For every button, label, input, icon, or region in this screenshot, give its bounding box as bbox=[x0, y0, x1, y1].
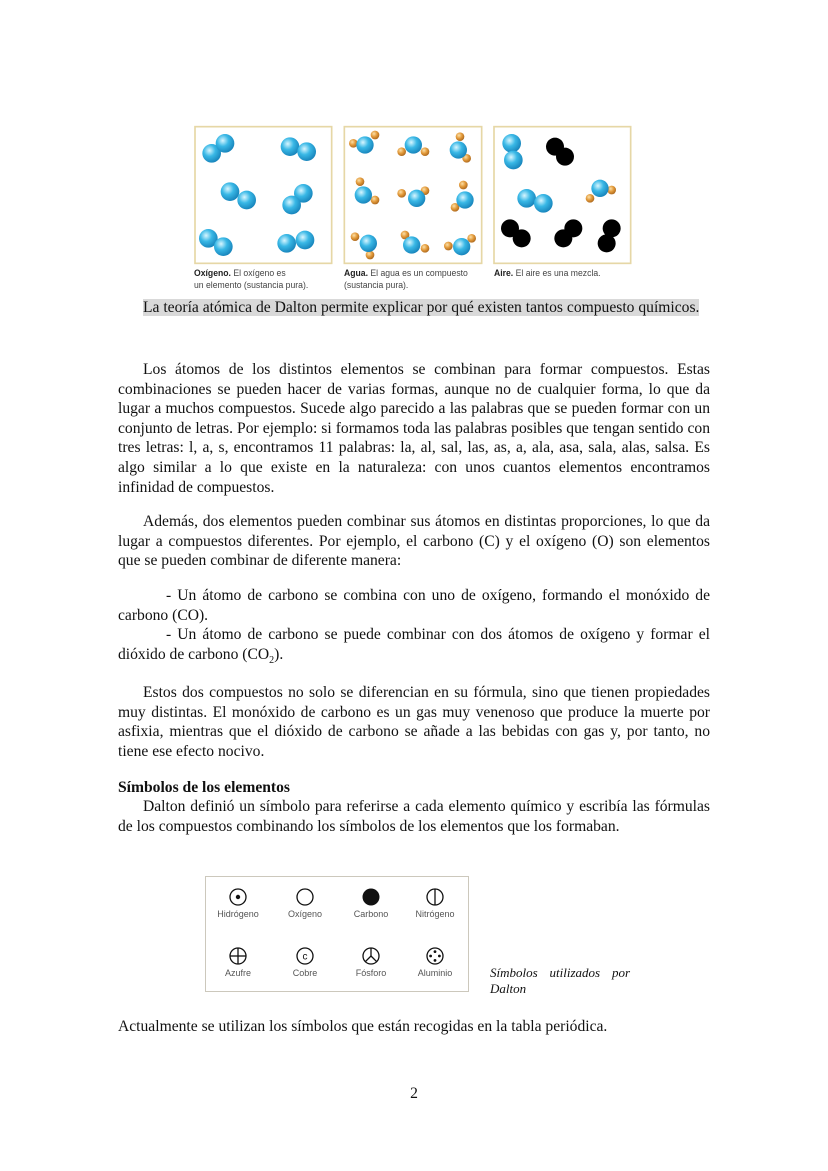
circle-filled-icon bbox=[362, 888, 380, 906]
caption-title: Oxígeno. bbox=[194, 268, 231, 279]
caption-text: (sustancia pura). bbox=[344, 280, 409, 291]
caption-oxygen bbox=[194, 268, 308, 292]
hydrogen-atom bbox=[467, 234, 476, 243]
caption-line: Símbolos utilizados por bbox=[490, 965, 630, 980]
oxygen-atom bbox=[504, 151, 523, 170]
symbol-hidrogeno bbox=[203, 888, 273, 919]
caption-title: Aire. bbox=[494, 268, 514, 279]
symbol-fosforo bbox=[336, 947, 406, 978]
hydrogen-atom bbox=[586, 194, 595, 203]
symbol-label: Fósforo bbox=[355, 968, 387, 978]
symbol-nitrogeno bbox=[400, 888, 470, 919]
list-item-co2 bbox=[118, 625, 710, 664]
oxygen-atom bbox=[453, 238, 470, 255]
carbon-atom bbox=[554, 229, 572, 247]
oxygen-atom bbox=[237, 191, 256, 210]
paragraph-dalton-symbols: Dalton definió un símbolo para referirse a cada elemento químico y escribía las fórmulas de los compuestos combinando los símbolos de los elementos que los formaban. bbox=[118, 798, 710, 835]
hydrogen-atom bbox=[459, 181, 468, 190]
hydrogen-atom bbox=[351, 232, 360, 241]
hydrogen-atom bbox=[397, 189, 406, 198]
carbon-atom bbox=[598, 234, 616, 252]
hydrogen-atom bbox=[456, 132, 465, 141]
hydrogen-atom bbox=[444, 242, 453, 251]
section-heading: Símbolos de los elementos bbox=[118, 779, 290, 796]
highlighted-text: La teoría atómica de Dalton permite explicar por qué existen tantos compuesto químicos. bbox=[143, 299, 700, 316]
oxygen-atom bbox=[355, 186, 372, 203]
oxygen-atom bbox=[282, 196, 301, 215]
circle-dot-icon bbox=[229, 888, 247, 906]
symbol-label: Aluminio bbox=[417, 968, 453, 978]
symbol-label: Nitrógeno bbox=[415, 909, 455, 919]
symbol-label: Azufre bbox=[224, 968, 251, 978]
hydrogen-atom bbox=[607, 186, 616, 195]
caption-text: El agua es un compuesto bbox=[370, 268, 468, 279]
highlighted-paragraph bbox=[118, 298, 710, 318]
list-item-co: - Un átomo de carbono se combina con uno de oxígeno, formando el monóxido de carbono (CO). bbox=[118, 587, 710, 624]
symbols-caption bbox=[490, 965, 630, 997]
oxygen-atom bbox=[296, 231, 315, 250]
paragraph-combinations: Los átomos de los distintos elementos se combinan para formar compuestos. Estas combinaciones se pueden hacer de varias formas, aunque no de cualquier forma, lo que da lugar a muchos compuestos. Sucede algo parecido a las palabras que se pueden formar con un conjunto de letras. Por ejemplo: si formamos toda las palabras posibles que tengan sentido con tres letras: l, a, s, encontramos 11 palabras: la, al, sal, las, as, a, ala, asa, sala, alas, salsa. Es algo similar a lo que existe en la naturaleza: con unos cuantos elementos encontramos infinidad de compuestos. bbox=[118, 361, 710, 496]
oxygen-atom bbox=[405, 136, 422, 153]
oxygen-atom bbox=[517, 189, 536, 208]
oxygen-atom bbox=[360, 235, 377, 252]
circle-vertical-line-icon bbox=[426, 888, 444, 906]
oxygen-atom bbox=[277, 234, 296, 253]
hydrogen-atom bbox=[421, 244, 430, 253]
oxygen-atom bbox=[502, 134, 521, 153]
caption-text: El oxígeno es bbox=[233, 268, 286, 279]
hydrogen-atom bbox=[366, 251, 375, 260]
symbol-aluminio bbox=[400, 947, 470, 978]
caption-air bbox=[494, 268, 601, 280]
oxygen-atom bbox=[221, 182, 240, 201]
list-text: - Un átomo de carbono se puede combinar con dos átomos de oxígeno y formar el dióxido de carbono (CO bbox=[118, 626, 710, 663]
caption-line: Dalton bbox=[490, 981, 527, 996]
hydrogen-atom bbox=[349, 139, 358, 148]
oxygen-atom bbox=[534, 194, 553, 213]
list-text: ). bbox=[274, 645, 284, 663]
symbol-oxigeno bbox=[270, 888, 340, 919]
paragraph-periodic-table: Actualmente se utilizan los símbolos que están recogidas en la tabla periódica. bbox=[118, 1018, 608, 1035]
page-number: 2 bbox=[410, 1085, 418, 1102]
oxygen-atom bbox=[297, 142, 316, 161]
caption-text: El aire es una mezcla. bbox=[515, 268, 601, 279]
circle-c-icon bbox=[296, 947, 314, 965]
oxygen-atom bbox=[591, 180, 608, 197]
circle-cross-icon bbox=[229, 947, 247, 965]
caption-title: Agua. bbox=[344, 268, 368, 279]
svg-text:c: c bbox=[302, 951, 308, 963]
oxygen-atom bbox=[450, 141, 467, 158]
oxygen-atom bbox=[281, 137, 300, 156]
oxygen-atom bbox=[356, 136, 373, 153]
oxygen-atom bbox=[456, 191, 473, 208]
hydrogen-atom bbox=[397, 147, 406, 156]
symbol-label: Hidrógeno bbox=[217, 909, 259, 919]
caption-text: un elemento (sustancia pura). bbox=[194, 280, 309, 291]
circle-peace-icon bbox=[362, 947, 380, 965]
symbol-azufre bbox=[203, 947, 273, 978]
carbon-atom bbox=[513, 229, 531, 247]
paragraph-proportions: Además, dos elementos pueden combinar sus átomos en distintas proporciones, lo que da lugar a compuestos diferentes. Por ejemplo, el carbono (C) y el oxígeno (O) son elementos que se pueden combinar de diferente manera: bbox=[118, 513, 710, 570]
oxygen-atom bbox=[403, 236, 420, 253]
hydrogen-atom bbox=[356, 177, 365, 186]
paragraph-properties: Estos dos compuestos no solo se diferencian en su fórmula, sino que tienen propiedades muy distintas. El monóxido de carbono es un gas muy venenoso que produce la muerte por asfixia, mientras que el dióxido de carbono se añade a las bebidas con gas y, por tanto, no tiene ese efecto nocivo. bbox=[118, 684, 710, 760]
circle-empty-icon bbox=[296, 888, 314, 906]
oxygen-atom bbox=[408, 190, 425, 207]
symbol-label: Cobre bbox=[292, 968, 318, 978]
oxygen-atom bbox=[216, 134, 235, 153]
symbol-label: Carbono bbox=[353, 909, 389, 919]
carbon-atom bbox=[556, 148, 574, 166]
oxygen-atom bbox=[214, 237, 233, 256]
subscript: 2 bbox=[269, 654, 275, 666]
caption-water bbox=[344, 268, 468, 292]
symbol-label: Oxígeno bbox=[287, 909, 323, 919]
hydrogen-atom bbox=[371, 196, 380, 205]
circle-four-dots-icon bbox=[426, 947, 444, 965]
symbol-cobre bbox=[270, 947, 340, 978]
symbol-carbono bbox=[336, 888, 406, 919]
hydrogen-atom bbox=[421, 147, 430, 156]
hydrogen-atom bbox=[371, 131, 380, 140]
